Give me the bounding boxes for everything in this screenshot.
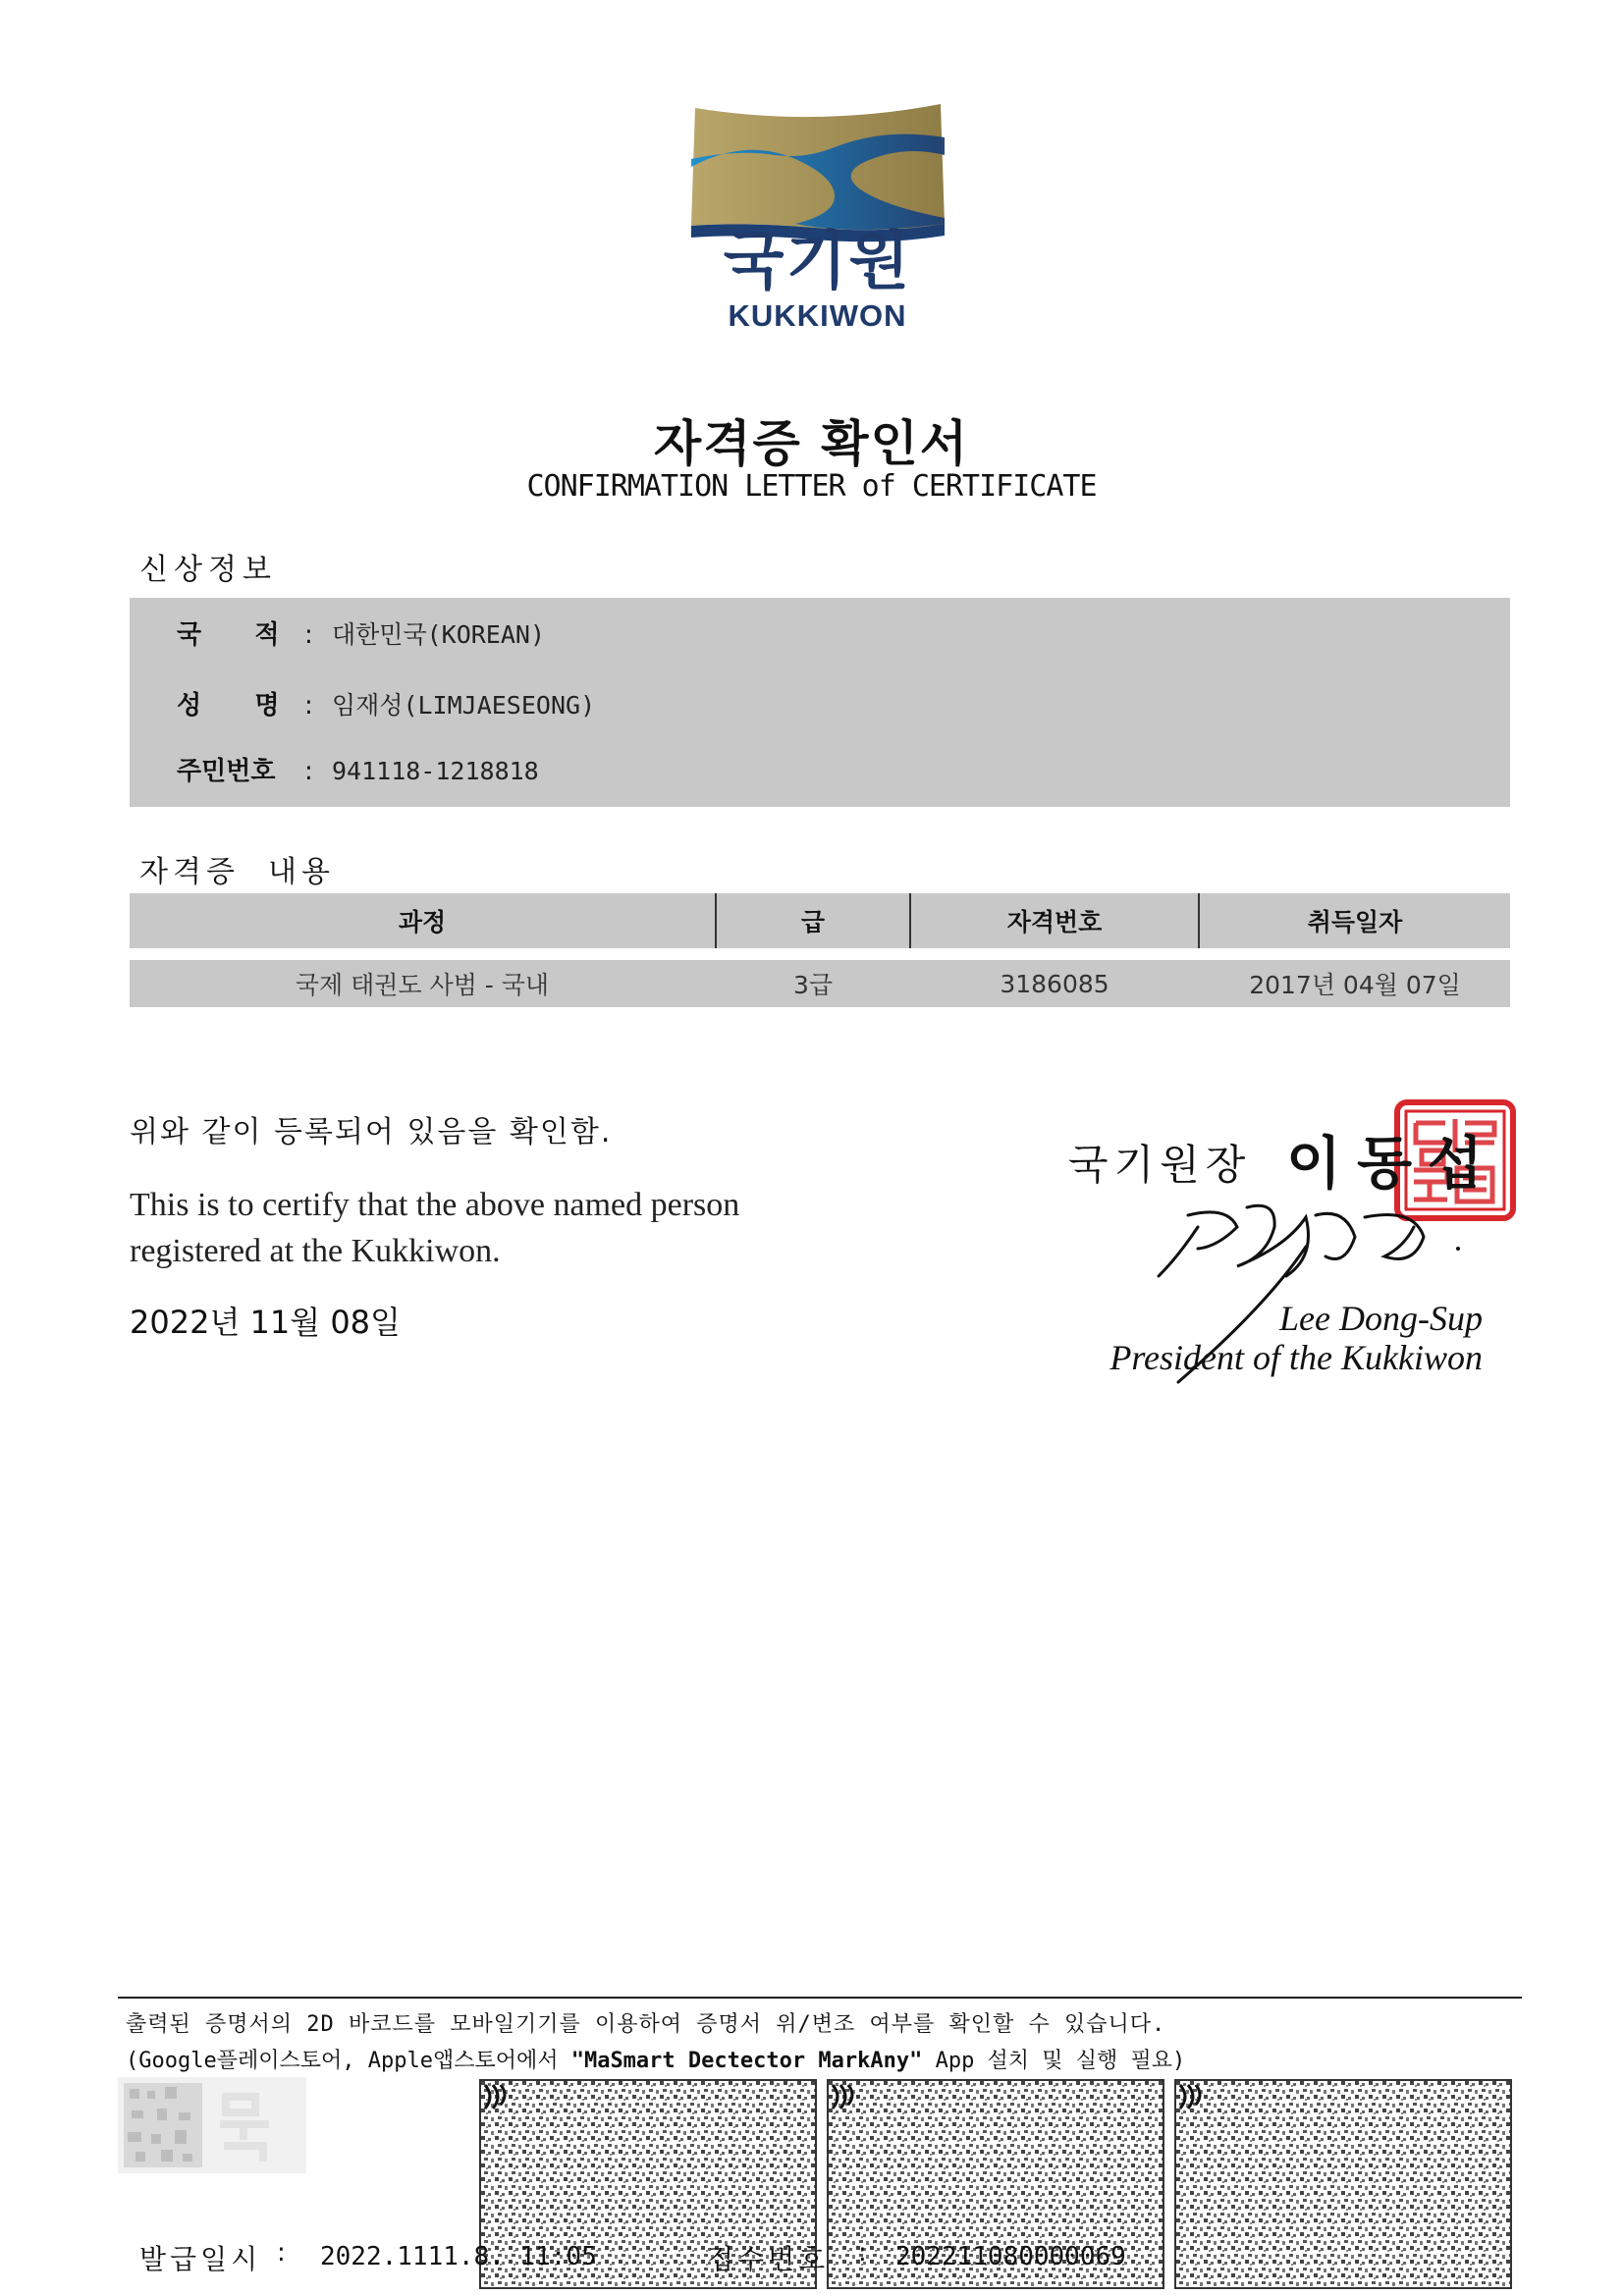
confirmation-korean: 위와 같이 등록되어 있음을 확인함. (130, 1115, 613, 1149)
name-label: 성 명 (177, 691, 280, 721)
resident-number-row (177, 752, 539, 791)
colon: : (277, 2238, 286, 2268)
issued-datetime-label: 발급일시 (139, 2243, 262, 2275)
president-name-english: Lee Dong-Sup (1279, 1299, 1483, 1338)
app-note-suffix: App 설치 및 실행 필요) (922, 2049, 1186, 2073)
issued-datetime-value: 2022.1111.8. 11:05 (320, 2242, 597, 2271)
date-cell: 2017년 04월 07일 (1249, 971, 1461, 999)
colon: : (304, 620, 313, 650)
president-name-korean: 이동섭 (1286, 1130, 1499, 1197)
confirmation-english: This is to certify that the above named person registered at the Kukkiwon. (130, 1187, 740, 1269)
app-note-prefix: (Google플레이스토어, Apple앱스토어에서 (126, 2049, 571, 2073)
app-name: "MaSmart Dectector MarkAny" (570, 2049, 923, 2073)
column-header-course: 과정 (398, 908, 447, 936)
document-title-english: CONFIRMATION LETTER of CERTIFICATE (526, 469, 1097, 504)
colon: : (304, 757, 313, 786)
confirmation-date: 2022년 11월 08일 (130, 1304, 401, 1341)
colon: : (858, 2238, 867, 2268)
colon: : (304, 691, 313, 721)
logo-english-name: KUKKIWON (728, 298, 907, 333)
column-header-number: 자격번호 (1006, 908, 1103, 936)
barcode-pattern (1176, 2081, 1510, 2287)
2d-barcode (1174, 2079, 1512, 2289)
column-header-date: 취득일자 (1307, 908, 1403, 936)
name-value: 임재성(LIMJAESEONG) (332, 691, 596, 720)
column-header-grade: 급 (800, 908, 826, 936)
president-title-korean: 국기원장 (1068, 1141, 1252, 1189)
president-title-english: President of the Kukkiwon (1109, 1338, 1483, 1377)
resident-number-label: 주민번호 (177, 757, 276, 786)
nationality-label: 국 적 (177, 620, 280, 650)
resident-number-value: 941118-1218818 (332, 757, 539, 785)
nationality-value: 대한민국(KOREAN) (332, 620, 546, 649)
nationality-row (177, 615, 545, 655)
receipt-number-label: 접수번호 (707, 2243, 830, 2275)
table-row (130, 960, 1510, 1007)
course-cell: 국제 태권도 사범 - 국내 (295, 971, 550, 999)
personal-info-box (130, 598, 1510, 807)
logo-korean-name: 국기원 (723, 226, 912, 298)
receipt-number-value: 202211080000069 (895, 2242, 1126, 2271)
personal-info-heading: 신상정보 (139, 553, 277, 587)
app-install-note (126, 2044, 1185, 2074)
footer-divider (118, 1997, 1522, 1999)
document-title-korean: 자격증 확인서 (653, 415, 970, 472)
grade-cell: 3급 (792, 971, 834, 999)
barcode-verification-note: 출력된 증명서의 2D 바코드를 모바일기기를 이용하여 증명서 위/변조 여부를 확인할 수 있습니다. (126, 2012, 1166, 2037)
certificate-content-heading: 자격증 내용 (139, 855, 335, 889)
table-header-row (130, 893, 1510, 948)
copy-watermark-stamp (118, 2077, 306, 2173)
name-row (177, 686, 595, 725)
number-cell: 3186085 (1000, 969, 1109, 998)
